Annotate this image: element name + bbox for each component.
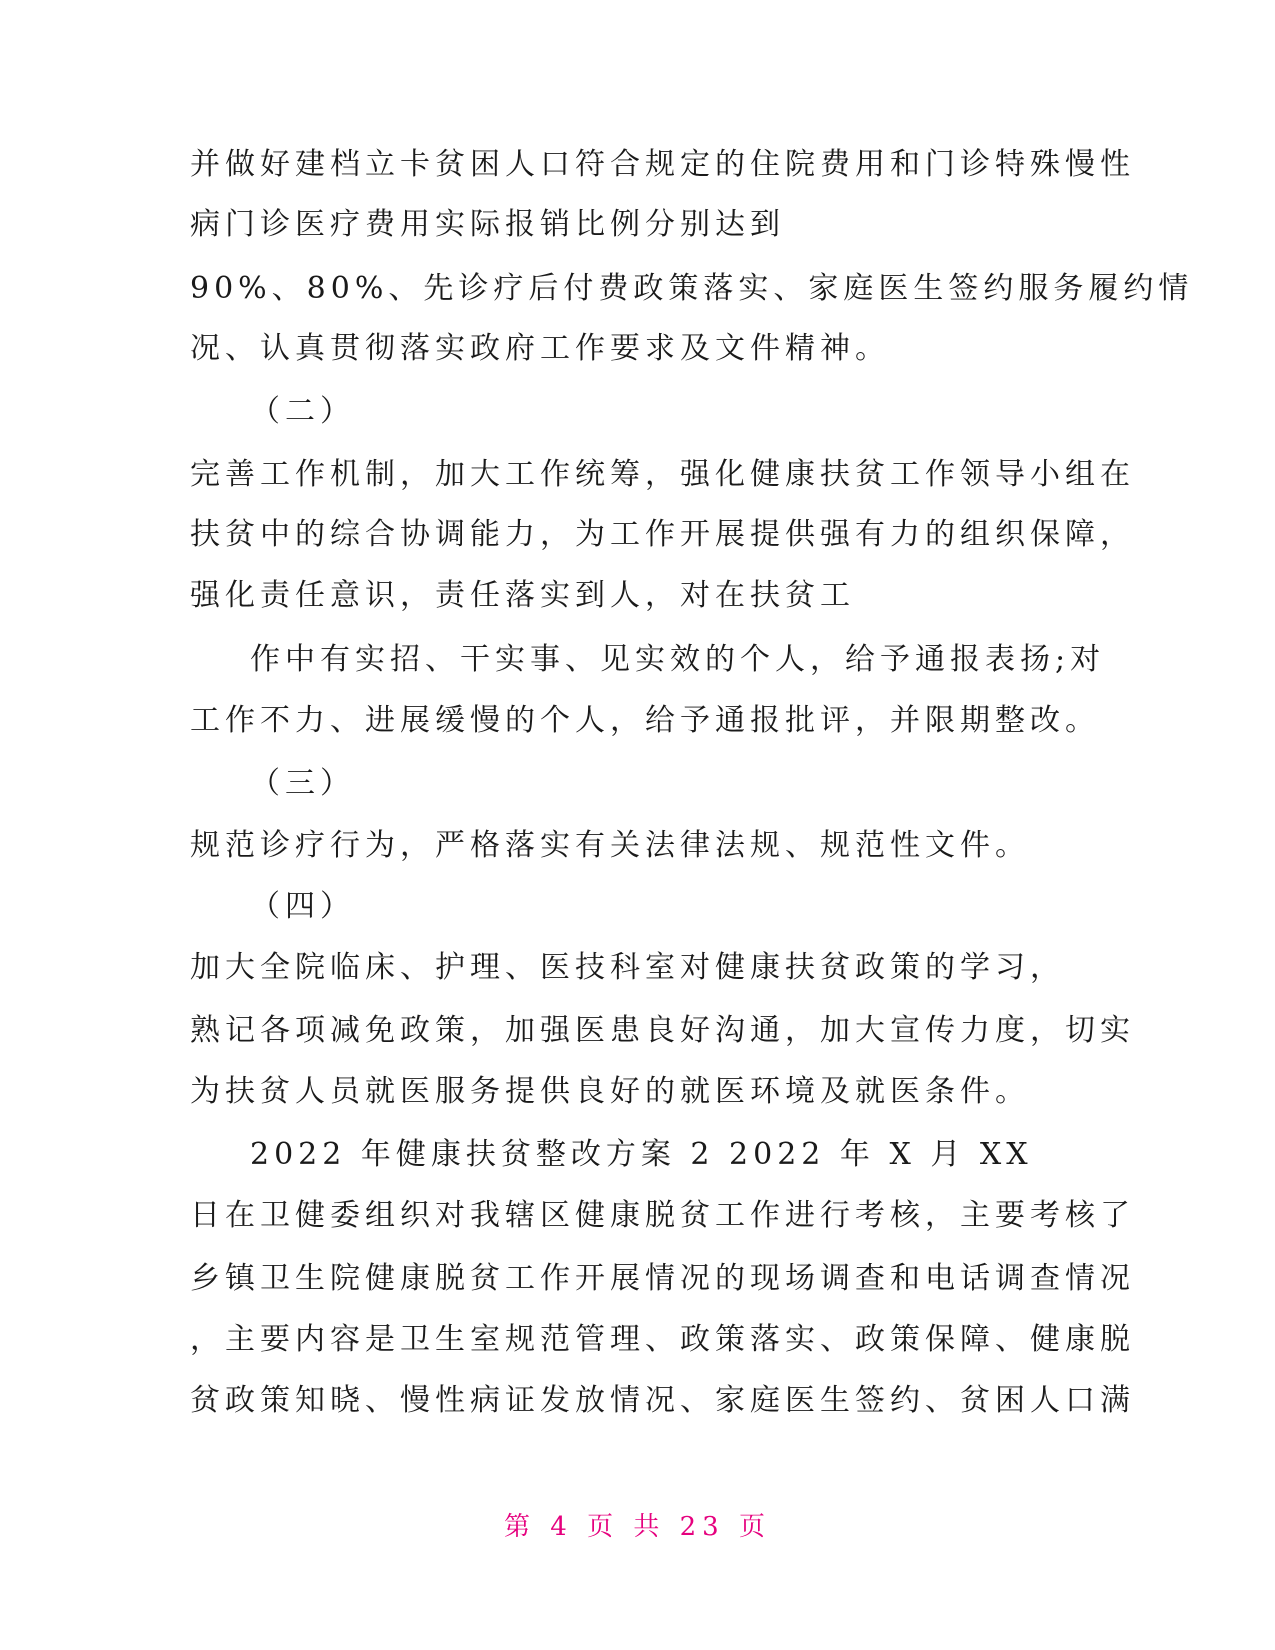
body-line: 况、认真贯彻落实政府工作要求及文件精神。 (190, 331, 890, 366)
body-line: 乡镇卫生院健康脱贫工作开展情况的现场调查和电话调查情况 (190, 1261, 1135, 1296)
body-line: 规范诊疗行为，严格落实有关法律法规、规范性文件。 (190, 828, 1030, 863)
body-line: ，主要内容是卫生室规范管理、政策落实、政策保障、健康脱 (190, 1322, 1135, 1357)
body-line: 病门诊医疗费用实际报销比例分别达到 (190, 207, 785, 242)
body-line: 作中有实招、干实事、见实效的个人，给予通报表扬;对 (250, 642, 1106, 677)
body-line: 扶贫中的综合协调能力，为工作开展提供强有力的组织保障， (190, 517, 1135, 552)
body-line: 完善工作机制，加大工作统筹，强化健康扶贫工作领导小组在 (190, 457, 1135, 492)
body-line: 贫政策知晓、慢性病证发放情况、家庭医生签约、贫困人口满 (190, 1383, 1135, 1418)
page-number-footer: 第 4 页 共 23 页 (504, 1512, 771, 1542)
section-heading: （四） (250, 889, 355, 924)
body-line: 工作不力、进展缓慢的个人，给予通报批评，并限期整改。 (190, 703, 1100, 738)
body-line: 熟记各项减免政策，加强医患良好沟通，加大宣传力度，切实 (190, 1013, 1135, 1048)
section-heading: （三） (250, 766, 355, 801)
body-line: 2022 年健康扶贫整改方案 2 2022 年 X 月 XX (250, 1137, 1033, 1172)
section-heading: （二） (250, 394, 355, 429)
body-line: 并做好建档立卡贫困人口符合规定的住院费用和门诊特殊慢性 (190, 147, 1135, 182)
body-line: 强化责任意识，责任落实到人，对在扶贫工 (190, 578, 855, 613)
body-line: 加大全院临床、护理、医技科室对健康扶贫政策的学习， (190, 950, 1065, 985)
body-line: 90%、80%、先诊疗后付费政策落实、家庭医生签约服务履约情 (190, 271, 1194, 306)
body-line: 日在卫健委组织对我辖区健康脱贫工作进行考核，主要考核了 (190, 1198, 1135, 1233)
body-line: 为扶贫人员就医服务提供良好的就医环境及就医条件。 (190, 1074, 1030, 1109)
